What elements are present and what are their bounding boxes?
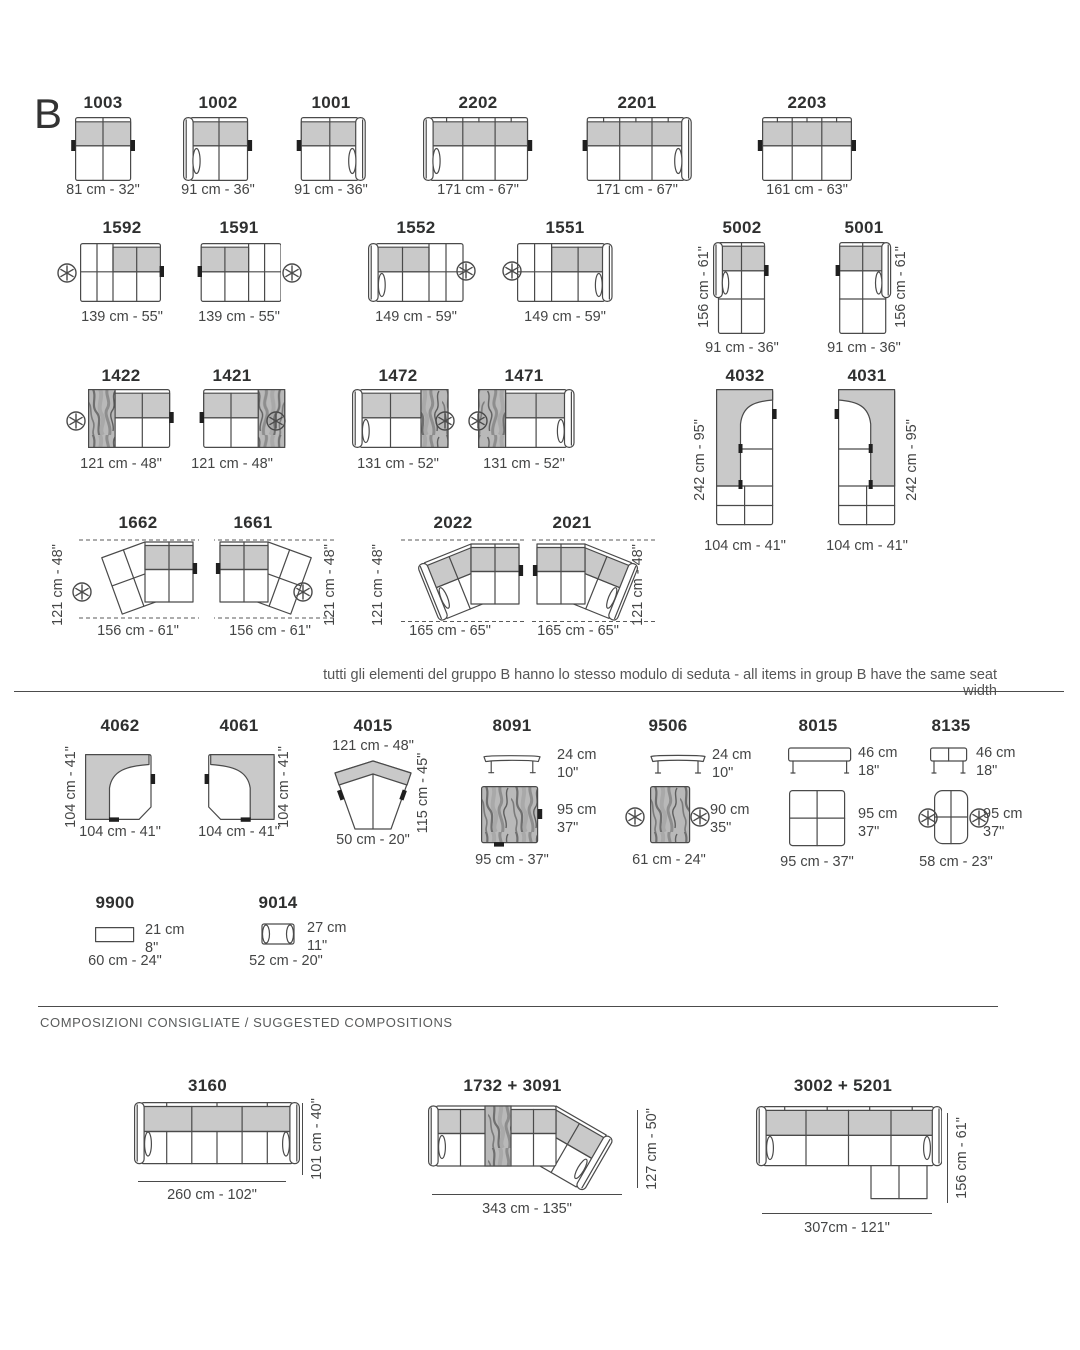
module-height-label: 24 cm 10" <box>557 747 597 782</box>
module-depth-label: 121 cm - 48" <box>370 544 386 626</box>
module-width-label: 104 cm - 41" <box>79 824 161 840</box>
module-9506 <box>593 716 752 876</box>
module-height-label: 21 cm 8" <box>145 922 185 957</box>
module-1472 <box>336 366 460 474</box>
composition-width-label: 343 cm - 135" <box>482 1201 572 1217</box>
module-code: 1662 <box>118 513 158 532</box>
module-height-label: 24 cm 10" <box>712 747 752 782</box>
asterisk-icon <box>65 410 87 432</box>
composition-depth-label: 127 cm - 50" <box>644 1108 660 1190</box>
module-width-label: 91 cm - 36" <box>294 182 368 198</box>
top-view-diagram <box>934 790 972 848</box>
module-code: 4061 <box>219 716 259 735</box>
width-dimension-line <box>762 1213 932 1214</box>
module-height-label: 46 cm 18" <box>976 745 1016 780</box>
module-1001 <box>276 93 386 198</box>
asterisk-icon <box>689 806 711 828</box>
module-code: 1551 <box>545 218 585 237</box>
sofa-diagram <box>517 243 613 303</box>
module-width-label: 95 cm - 37" <box>475 852 549 868</box>
sofa-diagram <box>83 389 175 449</box>
module-width-label: 149 cm - 59" <box>524 309 606 325</box>
module-9014 <box>208 893 362 973</box>
module-1002 <box>163 93 273 198</box>
module-width-label: 139 cm - 55" <box>81 309 163 325</box>
group-letter: B <box>34 90 63 137</box>
module-depth-label: 121 cm - 48" <box>630 544 646 626</box>
sofa-diagram <box>833 389 901 535</box>
asterisk-icon <box>501 260 523 282</box>
module-code: 1592 <box>102 218 142 237</box>
module-code: 4032 <box>725 366 765 385</box>
sofa-diagram <box>80 754 160 824</box>
sofa-diagram <box>183 117 253 181</box>
module-width-label: 91 cm - 36" <box>181 182 255 198</box>
composition-code: 3002 + 5201 <box>793 1076 893 1095</box>
asterisk-icon <box>56 262 78 284</box>
module-width-label: 95 cm - 37" <box>780 854 854 870</box>
asterisk-icon <box>624 806 646 828</box>
module-width-label: 149 cm - 59" <box>375 309 457 325</box>
composition-width-label: 307cm - 121" <box>804 1220 890 1236</box>
sofa-diagram <box>835 242 893 334</box>
side-view-diagram <box>650 752 706 776</box>
module-code: 1003 <box>83 93 123 112</box>
asterisk-icon <box>292 581 314 603</box>
module-bottom-width-label: 50 cm - 20" <box>336 832 410 848</box>
asterisk-icon <box>455 260 477 282</box>
module-code: 1001 <box>311 93 351 112</box>
module-width-label: 131 cm - 52" <box>357 456 439 472</box>
module-width-label: 58 cm - 23" <box>919 854 993 870</box>
module-code: 5001 <box>844 218 884 237</box>
module-width-label: 81 cm - 32" <box>66 182 140 198</box>
module-code: 5002 <box>722 218 762 237</box>
module-2201 <box>572 93 702 198</box>
sofa-diagram <box>757 117 857 181</box>
top-view-diagram <box>481 786 545 850</box>
module-width-label: 165 cm - 65" <box>537 623 619 639</box>
module-top-width-label: 121 cm - 48" <box>332 738 414 754</box>
module-depth-label: 104 cm - 41" <box>276 746 292 828</box>
sofa-diagram <box>70 117 136 181</box>
module-depth-side-label: 90 cm 35" <box>710 802 750 837</box>
module-2203 <box>742 93 872 198</box>
module-depth-side-label: 95 cm 37" <box>858 806 898 841</box>
module-2202 <box>413 93 543 198</box>
side-view-diagram <box>788 746 854 776</box>
module-1471 <box>462 366 586 474</box>
module-depth-label: 104 cm - 41" <box>63 746 79 828</box>
module-code: 1552 <box>396 218 436 237</box>
depth-dimension-line <box>637 1110 638 1188</box>
cushion-diagram <box>260 923 298 945</box>
width-dimension-line <box>432 1194 622 1195</box>
module-code: 1002 <box>198 93 238 112</box>
sofa-diagram <box>582 117 692 181</box>
module-8015 <box>748 716 898 876</box>
module-code: 4015 <box>353 716 393 735</box>
module-width-label: 91 cm - 36" <box>827 340 901 356</box>
module-1003 <box>48 93 158 198</box>
sofa-diagram <box>368 243 464 303</box>
section-divider <box>38 1006 998 1007</box>
module-code: 4062 <box>100 716 140 735</box>
module-width-label: 91 cm - 36" <box>705 340 779 356</box>
sofa-diagram <box>296 117 366 181</box>
composition-depth-label: 101 cm - 40" <box>309 1098 325 1180</box>
top-view-diagram <box>789 790 849 850</box>
module-width-label: 60 cm - 24" <box>88 953 162 969</box>
module-code: 2021 <box>552 513 592 532</box>
module-code: 8091 <box>492 716 532 735</box>
side-view-diagram <box>930 746 970 776</box>
sofa-diagram <box>756 1106 942 1202</box>
module-4015 <box>308 716 438 862</box>
module-code: 2202 <box>458 93 498 112</box>
module-code: 1591 <box>219 218 259 237</box>
module-code: 4031 <box>847 366 887 385</box>
sofa-diagram <box>208 536 340 628</box>
module-height-label: 27 cm 11" <box>307 920 347 955</box>
module-depth-label: 242 cm - 95" <box>692 419 708 501</box>
group-note: tutti gli elementi del gruppo B hanno lo stesso modulo di seduta - all items in group B have the same seat width <box>323 667 997 699</box>
asterisk-icon <box>71 581 93 603</box>
module-code: 9014 <box>258 893 298 912</box>
module-depth-label: 115 cm - 45" <box>415 752 431 834</box>
module-5001 <box>809 218 919 363</box>
module-1592 <box>62 218 182 330</box>
module-width-label: 121 cm - 48" <box>80 456 162 472</box>
module-code: 8015 <box>798 716 838 735</box>
module-depth-side-label: 95 cm 37" <box>983 806 1023 841</box>
depth-dimension-line <box>947 1113 948 1203</box>
width-dimension-line <box>138 1181 286 1182</box>
module-code: 1471 <box>504 366 544 385</box>
module-code: 1472 <box>378 366 418 385</box>
module-code: 2201 <box>617 93 657 112</box>
depth-dimension-line <box>302 1103 303 1175</box>
module-code: 9506 <box>648 716 688 735</box>
sofa-diagram <box>197 243 281 303</box>
module-8091 <box>450 716 597 876</box>
module-8135 <box>880 716 1023 876</box>
module-4031 <box>807 366 927 558</box>
module-1661 <box>178 513 348 638</box>
module-1552 <box>356 218 476 330</box>
module-1591 <box>179 218 299 330</box>
compositions-heading: COMPOSIZIONI CONSIGLIATE / SUGGESTED COMPOSITIONS <box>40 1015 453 1030</box>
composition-depth-label: 156 cm - 61" <box>954 1117 970 1199</box>
module-1422 <box>61 366 181 474</box>
module-width-label: 61 cm - 24" <box>632 852 706 868</box>
module-code: 1422 <box>101 366 141 385</box>
module-width-label: 104 cm - 41" <box>198 824 280 840</box>
composition-code: 3160 <box>187 1076 228 1095</box>
module-depth-label: 156 cm - 61" <box>893 246 909 328</box>
module-depth-label: 156 cm - 61" <box>696 246 712 328</box>
asterisk-icon <box>917 807 939 829</box>
sofa-diagram <box>80 243 164 303</box>
composition-1732-3091 <box>420 1076 640 1216</box>
sofa-diagram <box>713 242 771 334</box>
module-9900 <box>48 893 202 973</box>
module-code: 9900 <box>95 893 135 912</box>
module-width-label: 131 cm - 52" <box>483 456 565 472</box>
sofa-diagram <box>199 754 279 824</box>
module-width-label: 156 cm - 61" <box>97 623 179 639</box>
composition-3002-5201 <box>748 1076 958 1226</box>
module-code: 1421 <box>212 366 252 385</box>
module-width-label: 171 cm - 67" <box>437 182 519 198</box>
asterisk-icon <box>434 410 456 432</box>
asterisk-icon <box>265 410 287 432</box>
module-depth-side-label: 95 cm 37" <box>557 802 597 837</box>
top-view-diagram <box>650 786 692 850</box>
asterisk-icon <box>467 410 489 432</box>
asterisk-icon <box>281 262 303 284</box>
module-code: 2203 <box>787 93 827 112</box>
module-1551 <box>505 218 625 330</box>
module-depth-label: 121 cm - 48" <box>322 544 338 626</box>
module-4062 <box>55 716 185 846</box>
section-divider <box>14 691 1064 692</box>
module-5002 <box>687 218 797 363</box>
sofa-diagram <box>423 117 533 181</box>
side-view-diagram <box>483 752 541 776</box>
module-width-label: 104 cm - 41" <box>826 538 908 554</box>
module-2021 <box>496 513 666 638</box>
module-4061 <box>174 716 304 846</box>
module-1421 <box>172 366 292 474</box>
module-width-label: 165 cm - 65" <box>409 623 491 639</box>
sofa-diagram <box>134 1102 300 1168</box>
sofa-diagram <box>428 1102 633 1204</box>
module-code: 1661 <box>233 513 273 532</box>
module-width-label: 161 cm - 63" <box>766 182 848 198</box>
module-4032 <box>685 366 805 558</box>
module-code: 8135 <box>931 716 971 735</box>
module-width-label: 104 cm - 41" <box>704 538 786 554</box>
sofa-diagram <box>327 756 419 834</box>
sofa-diagram <box>478 389 578 449</box>
module-height-label: 46 cm 18" <box>858 745 898 780</box>
module-width-label: 156 cm - 61" <box>229 623 311 639</box>
composition-width-label: 260 cm - 102" <box>167 1187 257 1203</box>
module-depth-label: 121 cm - 48" <box>50 544 66 626</box>
module-width-label: 121 cm - 48" <box>191 456 273 472</box>
composition-code: 1732 + 3091 <box>463 1076 562 1095</box>
cushion-diagram <box>95 927 135 943</box>
module-depth-label: 242 cm - 95" <box>904 419 920 501</box>
module-width-label: 171 cm - 67" <box>596 182 678 198</box>
sofa-diagram <box>711 389 779 535</box>
module-width-label: 52 cm - 20" <box>249 953 323 969</box>
module-width-label: 139 cm - 55" <box>198 309 280 325</box>
module-code: 2022 <box>433 513 473 532</box>
